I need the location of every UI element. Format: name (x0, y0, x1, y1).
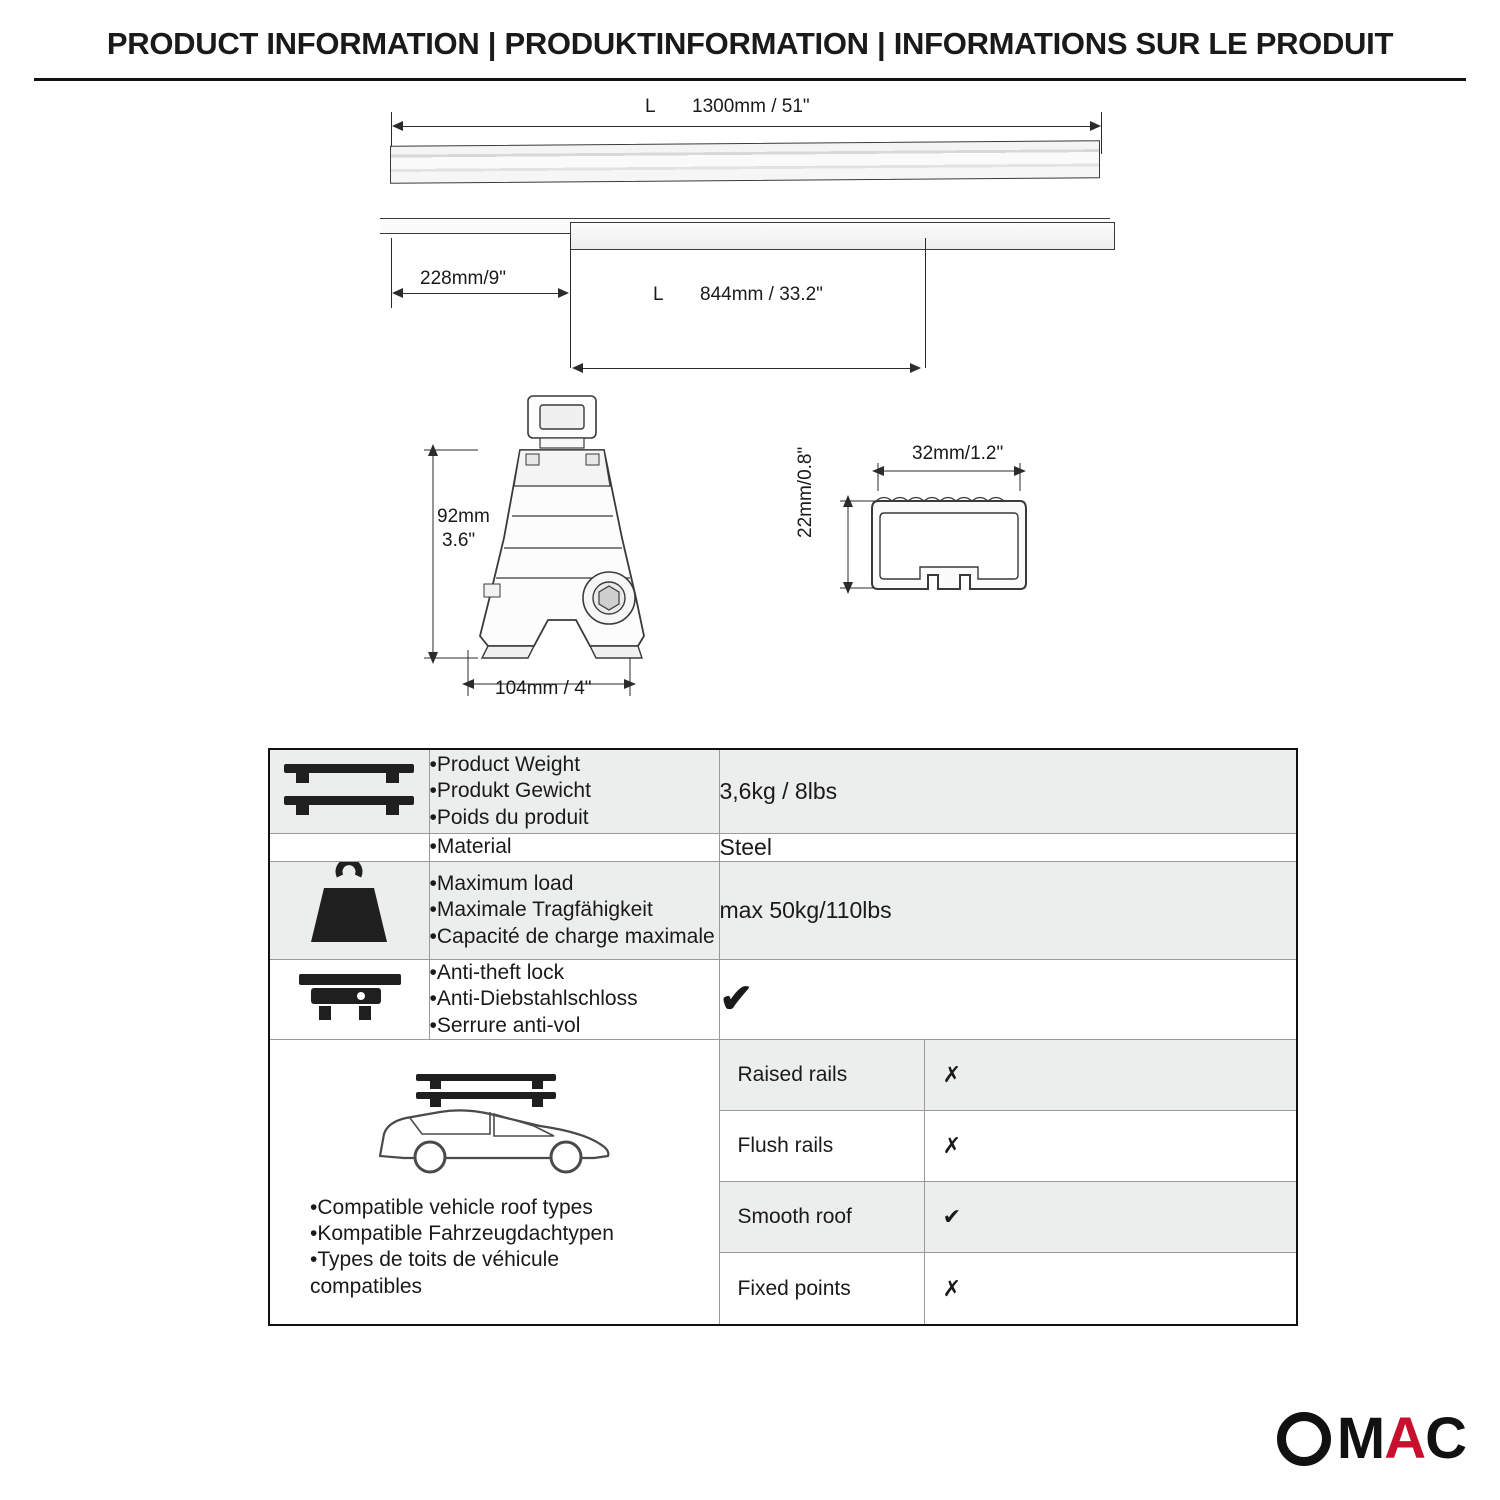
compat-row-fixed-points (720, 1253, 1297, 1324)
product-spec-table (268, 748, 1298, 1326)
logo-o-mark (1277, 1412, 1331, 1466)
compatibility-subtable-cell (719, 1039, 1297, 1325)
product-dimension-diagram (0, 88, 1500, 728)
material-value: Steel (719, 834, 1297, 862)
material-label: •Material (429, 835, 512, 859)
material-labels (429, 834, 719, 862)
bar-cross-section-view (820, 443, 1200, 673)
total-length-value: 1300mm / 51" (692, 96, 810, 117)
page-title: PRODUCT INFORMATION | PRODUKTINFORMATION | INFORMATIONS SUR LE PRODUIT (106, 26, 1394, 61)
foot-height-value-line1: 92mm (437, 506, 490, 527)
span-arrow-right (910, 363, 921, 373)
lock-labels (429, 960, 719, 1040)
max-load-labels (429, 862, 719, 960)
crossbars-icon-cell (269, 749, 429, 834)
total-length-ext-right (1101, 112, 1102, 154)
crossbars-icon (274, 750, 424, 828)
compat-name-raised-rails: Raised rails (720, 1040, 925, 1111)
compat-label-fr: •Types de toits de véhicule (310, 1248, 559, 1272)
table-row-weight (269, 749, 1297, 834)
offset-dimension-line (398, 293, 564, 294)
table-row-max-load (269, 862, 1297, 960)
span-dimension-line (578, 368, 916, 369)
span-value: 844mm / 33.2" (700, 284, 823, 305)
compat-name-fixed-points: Fixed points (720, 1253, 925, 1324)
compat-name-flush-rails: Flush rails (720, 1111, 925, 1182)
header-divider (34, 78, 1466, 81)
compat-label-de: •Kompatible Fahrzeugdachtypen (310, 1222, 614, 1245)
lock-label-fr: •Serrure anti-vol (429, 1013, 581, 1037)
crossbar-body (570, 222, 1115, 250)
table-row-anti-theft-lock (269, 960, 1297, 1040)
foot-height-value-line2: 3.6" (442, 530, 476, 551)
offset-arrow-left (392, 288, 403, 298)
omac-logo (1277, 1405, 1466, 1472)
table-row-material (269, 834, 1297, 862)
span-ext-right (925, 238, 926, 368)
foot-front-view (400, 388, 740, 718)
total-length-symbol: L (645, 96, 656, 117)
offset-ext-right (570, 238, 571, 368)
weight-labels (429, 749, 719, 834)
weight-icon-cell (269, 862, 429, 960)
logo-letter-m: M (1336, 1406, 1385, 1471)
lock-icon-cell (269, 960, 429, 1040)
span-arrow-left (572, 363, 583, 373)
compat-mark-flush-rails: ✗ (924, 1111, 1296, 1182)
weight-label-de: •Produkt Gewicht (429, 779, 591, 803)
compatibility-labels-cell (269, 1039, 719, 1325)
compat-mark-smooth-roof: ✔ (924, 1182, 1296, 1253)
compat-label-en: •Compatible vehicle roof types (310, 1195, 593, 1219)
lock-check-icon: ✔ (719, 977, 754, 1022)
lock-icon (289, 966, 409, 1028)
compat-mark-fixed-points: ✗ (924, 1253, 1296, 1324)
compat-row-raised-rails (720, 1040, 1297, 1111)
total-length-arrow-left (392, 121, 403, 131)
lock-label-en: •Anti-theft lock (429, 961, 565, 984)
crossbar-top-view (390, 140, 1100, 184)
lock-value (719, 960, 1297, 1040)
compat-name-smooth-roof: Smooth roof (720, 1182, 925, 1253)
weight-label-en: •Product Weight (429, 753, 581, 777)
profile-height-value: 22mm/0.8" (795, 446, 816, 538)
compatibility-labels (270, 1195, 719, 1300)
max-load-label-en: •Maximum load (429, 872, 574, 896)
material-icon-cell (269, 834, 429, 862)
offset-arrow-right (558, 288, 569, 298)
weight-label-fr: •Poids du produit (429, 805, 589, 829)
total-length-dimension-line (398, 126, 1096, 127)
compatibility-subtable (720, 1040, 1297, 1324)
compat-mark-raised-rails: ✗ (924, 1040, 1296, 1111)
total-length-arrow-right (1090, 121, 1101, 131)
compat-row-smooth-roof (720, 1182, 1297, 1253)
compat-label-fr-cont: compatibles (310, 1274, 423, 1298)
max-load-label-de: •Maximale Tragfähigkeit (429, 898, 653, 922)
weight-icon (294, 862, 404, 954)
car-with-roof-rack-icon (344, 1064, 644, 1184)
foot-width-value: 104mm / 4" (495, 678, 592, 699)
foot-offset-value: 228mm/9" (420, 268, 506, 289)
table-row-compatibility (269, 1039, 1297, 1325)
crossbar-side-view (380, 208, 1110, 258)
logo-letter-c: C (1425, 1406, 1466, 1471)
logo-letter-a: A (1384, 1406, 1426, 1471)
weight-value: 3,6kg / 8lbs (719, 749, 1297, 834)
max-load-label-fr: •Capacité de charge maximale (429, 924, 715, 948)
lock-label-de: •Anti-Diebstahlschloss (429, 987, 638, 1011)
max-load-value: max 50kg/110lbs (719, 862, 1297, 960)
span-symbol: L (653, 284, 664, 305)
profile-width-value: 32mm/1.2" (912, 443, 1004, 464)
compat-row-flush-rails (720, 1111, 1297, 1182)
